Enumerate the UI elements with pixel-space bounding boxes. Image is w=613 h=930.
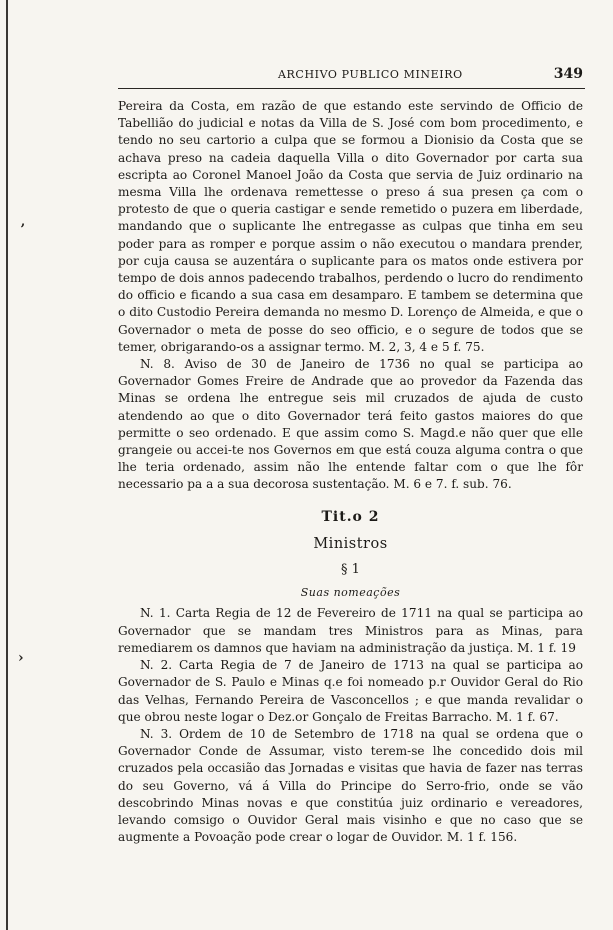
section-subtitle: Suas nomeações: [300, 586, 401, 600]
paragraph: N. 8. Aviso de 30 de Janeiro de 1736 no qual se participa ao Governador Gomes Freire de Andrade que ao provedor da Fazenda das Minas se ordena lhe entregue seis mil cruzados de ajuda de custo atendendo ao que o dito Governador terá feito gastos maiores do que permitte o seo ordenado. E que assim como S. Magd.e não quer que elle grangeie ou accei-te nos Governos em que está couza alguma contra o que lhe teria ordenado, assim não lhe entende faltar com o que lhe fôr necessario pa a a sua decorosa sustentação. M. 6 e 7. f. sub. 76.: [118, 357, 583, 492]
section-title: Ministros: [313, 535, 388, 552]
running-title: ARCHIVO PUBLICO MINEIRO: [278, 68, 463, 81]
page-number: 349: [553, 66, 583, 82]
paragraph: N. 2. Carta Regia de 7 de Janeiro de 1713 na qual se participa ao Governador de S. Paulo e Minas q.e foi nomeado p.r Ouvidor Geral do Rio das Velhas, Fernando Pereira de Vasconcellos ; e que manda revalidar o que obrou neste logar o Dez.or Gonçalo de Freitas Barracho. M. 1 f. 67.: [118, 658, 583, 724]
header-rule: [118, 88, 585, 89]
margin-mark: ›: [18, 650, 24, 666]
title-number: Tit.o 2: [321, 508, 380, 525]
body-text: [118, 98, 583, 846]
paragraph: N. 3. Ordem de 10 de Setembro de 1718 na qual se ordena que o Governador Conde de Assumar, visto terem-se lhe concedido dois mil cruzados pela occasião das Jornadas e visitas que havia de fazer nas terras do seu Governo, vá á Villa do Principe do Serro-frio, onde se vão descobrindo Minas novas e que constitúa juiz ordinario e vereadores, levando comsigo o Ouvidor Geral mais visinho e que no caso que se augmente a Povoação pode crear o logar de Ouvidor. M. 1 f. 156.: [118, 726, 583, 845]
page-header: [118, 66, 583, 86]
paragraph: N. 1. Carta Regia de 12 de Fevereiro de 1711 na qual se participa ao Governador que se mandam tres Ministros para as Minas, para remediarem os damnos que haviam na administração da justiça. M. 1 f. 19: [118, 606, 583, 655]
binding-edge-line: [6, 0, 8, 930]
section-mark: § 1: [341, 562, 360, 578]
margin-mark: ʼ: [20, 222, 25, 238]
paragraph: Pereira da Costa, em razão de que estando este servindo de Officio de Tabellião do judicial e notas da Villa de S. José com bom procedimento, e tendo no seu cartorio a culpa que se formou a Dionisio da Costa que se achava preso na cadeia daquella Villa o dito Governador por carta sua escripta ao Coronel Manoel João da Costa que servia de Juiz ordinario na mesma Villa lhe ordenava remettesse o preso á sua presen ça com o protesto de que o queria castigar e sende remetido o puzera em liberdade, mandando que o suplicante lhe entregasse as culpas que tinha em seu poder para as romper e porque assim o não executou o mandara prender, por cuja causa se auzentára o suplicante para os matos onde estivera por tempo de dois annos padecendo trabalhos, perdendo o lucro do rendimento do officio e ficando a sua casa em desamparo. E tambem se determina que o dito Custodio Pereira demanda no mesmo D. Lorenço de Almeida, e que o Governador o meta de posse do seo officio, e o segure de todos que se temer, obrigarando-os a assignar termo. M. 2, 3, 4 e 5 f. 75.: [118, 99, 583, 354]
